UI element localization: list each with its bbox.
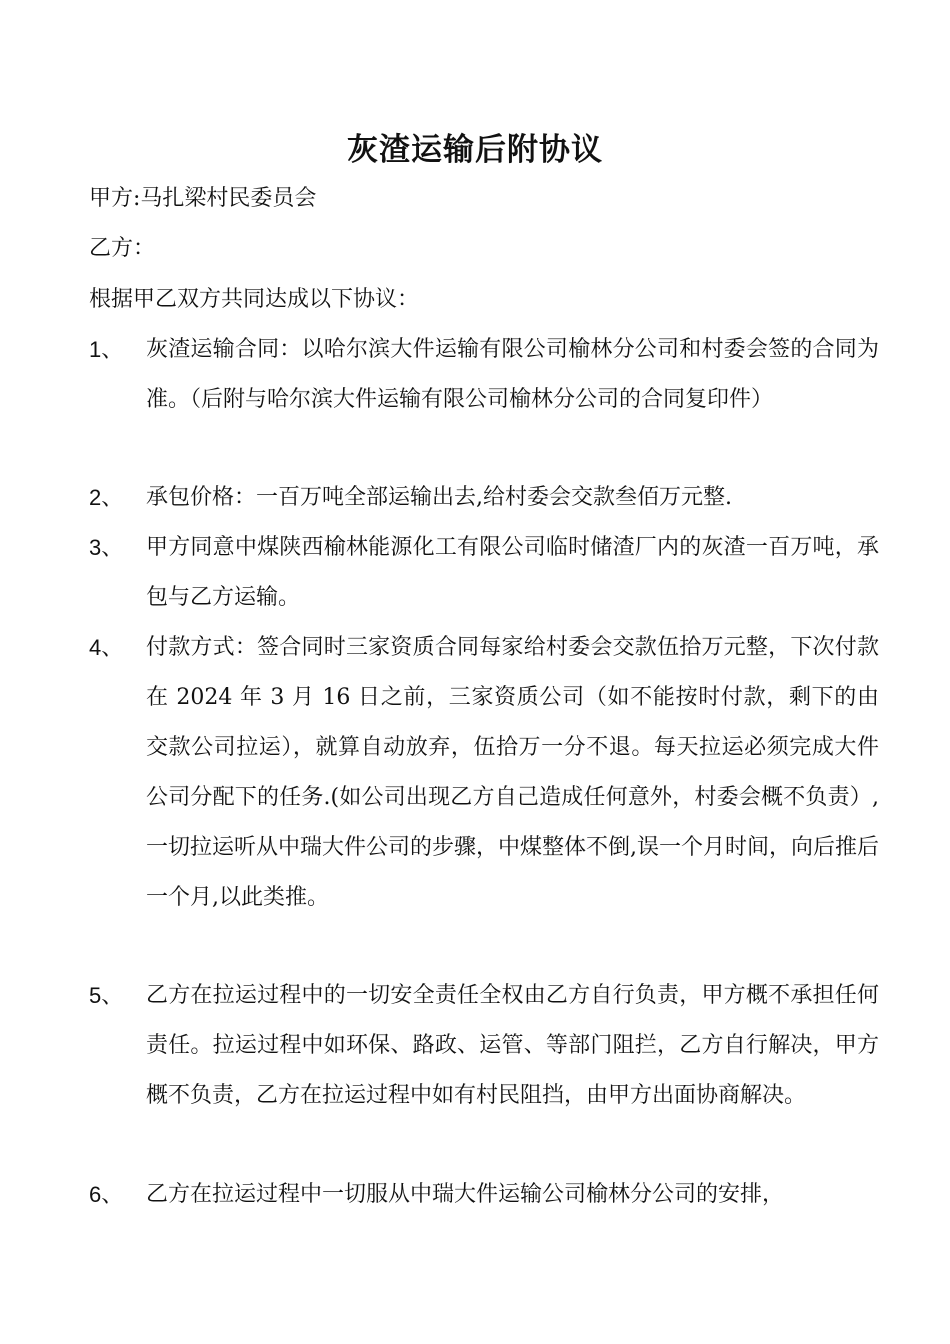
clause-text: 甲方同意中煤陕西榆林能源化工有限公司临时储渣厂内的灰渣一百万吨，承包与乙方运输。: [146, 535, 879, 610]
party-a-line: 甲方:马扎梁村民委员会: [89, 186, 317, 211]
clause-text: 灰渣运输合同：以哈尔滨大件运输有限公司榆林分公司和村委会签的合同为准。（后附与哈尔滨大件运输有限公司榆林分公司的合同复印件）: [146, 337, 879, 412]
clause-number: 2、: [89, 485, 124, 510]
clause-text: 乙方在拉运过程中一切服从中瑞大件运输公司榆林分公司的安排，: [146, 1182, 785, 1207]
clause-number: 5、: [89, 983, 124, 1008]
clause-text: 乙方在拉运过程中的一切安全责任全权由乙方自行负责，甲方概不承担任何责任。拉运过程中如环保、路政、运管、等部门阻拦，乙方自行解决，甲方概不负责，乙方在拉运过程中如有村民阻挡，由甲方出面协商解决。: [146, 983, 879, 1108]
clause-number: 3、: [89, 535, 124, 560]
clause-number: 6、: [89, 1182, 124, 1207]
intro-line: 根据甲乙双方共同达成以下协议：: [89, 287, 420, 312]
clause-text: 付款方式：签合同时三家资质合同每家给村委会交款伍拾万元整，下次付款在 2024 年 3 月 16 日之前，三家资质公司（如不能按时付款，剩下的由交款公司拉运），就算自动放弃，伍拾万一分不退。每天拉运必须完成大件公司分配下的任务.(如公司出现乙方自己造成任何意外，村委会概不负责）,一切拉运听从中瑞大件公司的步骤，中煤整体不倒,误一个月时间，向后推后一个月,以此类推。: [146, 635, 879, 910]
clause-text: 承包价格：一百万吨全部运输出去,给村委会交款叁佰万元整.: [146, 485, 732, 510]
party-b-line: 乙方：: [89, 236, 156, 261]
document-title: 灰渣运输后附协议: [347, 132, 603, 168]
clause-number: 4、: [89, 635, 124, 660]
clause-number: 1、: [89, 337, 124, 362]
